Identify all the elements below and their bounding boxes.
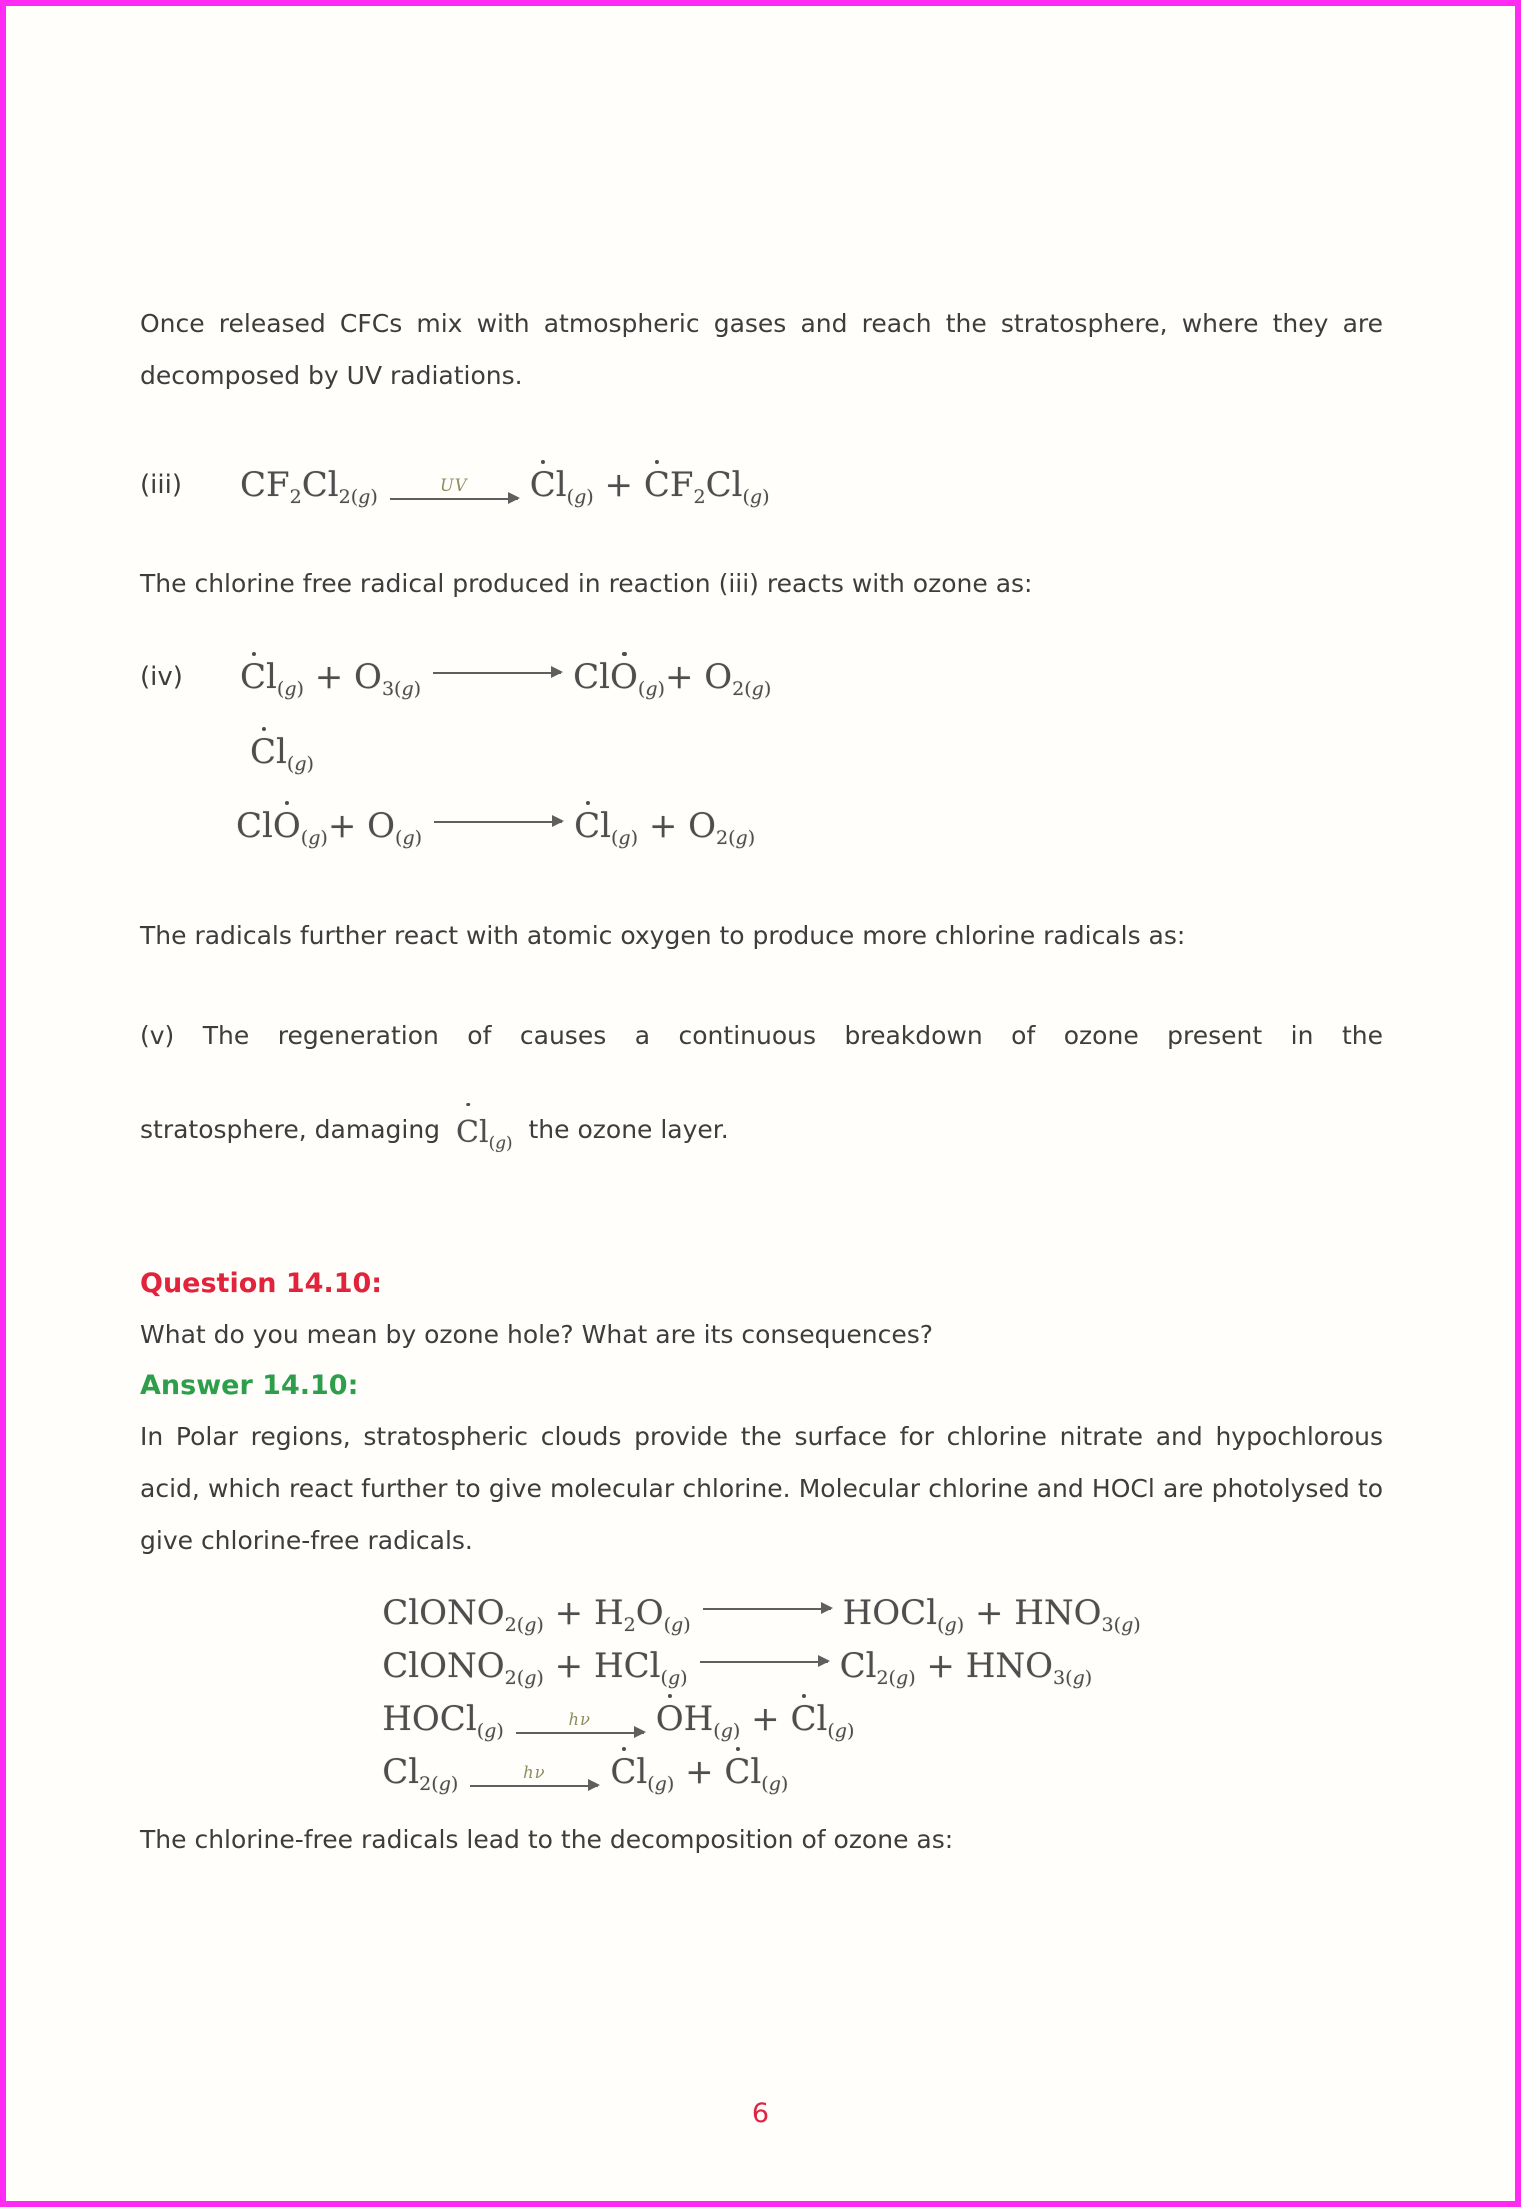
equation-cl2-photolysis: $Cl_{2(g)}$ hν $Cl_{(g)} + Cl_{(g)}$ [382, 1752, 789, 1796]
equation-clo-plus-o: $ClO_{(g)}+ O_{(g)}$ $Cl_{(g)} + O_{2(g)}$ [236, 806, 756, 850]
equation-iv-label: (iv) [140, 662, 183, 692]
answer-heading: Answer 14.10: [140, 1370, 359, 1401]
answer-paragraph: In Polar regions, stratospheric clouds provide the surface for chlorine nitrate and hypochlorous acid, which react further to give molecular chlorine. Molecular chlorine and HOCl are photolysed to give chlorine-free radicals. [140, 1422, 1383, 1555]
paragraph-v-line2 [140, 1104, 1383, 1159]
paragraph-intro: Once released CFCs mix with atmospheric gases and reach the stratosphere, where they are decomposed by UV radiations. [140, 309, 1383, 390]
equation-cl-radical: $Cl_{(g)}$ [250, 732, 314, 776]
equation-iii-label: (iii) [140, 470, 182, 500]
paragraph-v-text-after: the ozone layer. [528, 1115, 729, 1144]
equation-iii: $CF_2Cl_{2(g)}$ UV $Cl_{(g)} + CF_2Cl_{(g)}$ [240, 465, 770, 509]
equation-iv: $Cl_{(g)} + O_{3(g)}$ $ClO_{(g)}+ O_{2(g)}$ [240, 657, 772, 701]
equation-clono2-hcl: ClONO$_{2(g)}$ + HCl$_{(g)}$ $Cl_{2(g)} + HNO_{3(g)}$ [382, 1646, 1093, 1690]
inline-formula-cl-radical: $Cl_{(g)}$ [456, 1115, 512, 1150]
paragraph-v-text-before: stratosphere, damaging [140, 1115, 441, 1144]
question-text: What do you mean by ozone hole? What are its consequences? [140, 1320, 934, 1349]
equation-iv-row [140, 638, 1383, 716]
page-number: 6 [751, 2098, 770, 2129]
equation-hocl-photolysis: HOCl$_{(g)}$ hν $OH_{(g)} + Cl_{(g)}$ [382, 1699, 855, 1743]
closing-text: The chlorine-free radicals lead to the decomposition of ozone as: [140, 1825, 954, 1854]
answer-equations-block [382, 1593, 1141, 1796]
equation-clono2-h2o: ClONO$_{2(g)}$ + $H_2O_{(g)}$ HOCl$_{(g)}$ + $HNO_{3(g)}$ [382, 1593, 1141, 1637]
paragraph-v-line1: (v) The regeneration of causes a continuous breakdown of ozone present in the [140, 1021, 1383, 1050]
paragraph-radicals-further: The radicals further react with atomic oxygen to produce more chlorine radicals as: [140, 921, 1186, 950]
paragraph-chlorine-radical: The chlorine free radical produced in reaction (iii) reacts with ozone as: [140, 569, 1033, 598]
equation-iii-row [140, 446, 1383, 524]
question-heading: Question 14.10: [140, 1268, 383, 1299]
